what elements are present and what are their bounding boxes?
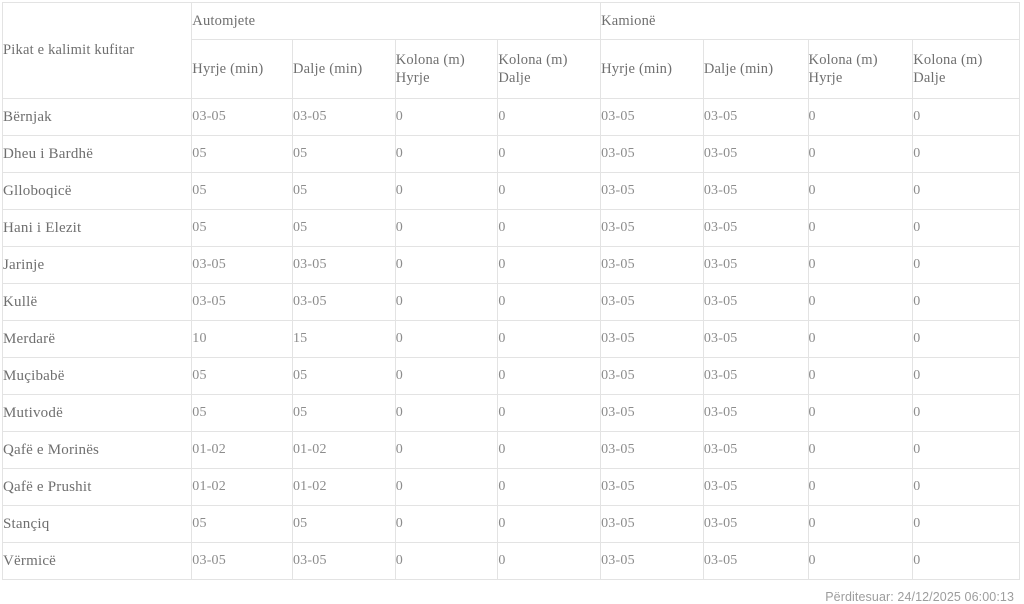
cell-auto-hyrje: 03-05 xyxy=(192,543,293,580)
cell-truck-hyrje: 03-05 xyxy=(601,210,704,247)
cell-auto-kolona-dalje: 0 xyxy=(498,432,601,469)
cell-truck-hyrje: 03-05 xyxy=(601,543,704,580)
cell-auto-kolona-hyrje: 0 xyxy=(395,136,498,173)
cell-auto-hyrje: 05 xyxy=(192,506,293,543)
cell-auto-kolona-hyrje: 0 xyxy=(395,99,498,136)
table-row xyxy=(3,543,1020,580)
cell-truck-kolona-hyrje: 0 xyxy=(808,136,913,173)
cell-auto-dalje: 01-02 xyxy=(292,469,395,506)
cell-auto-kolona-dalje: 0 xyxy=(498,321,601,358)
cell-auto-dalje: 01-02 xyxy=(292,432,395,469)
cell-truck-kolona-hyrje: 0 xyxy=(808,432,913,469)
table-row xyxy=(3,210,1020,247)
crossing-name: Jarinje xyxy=(3,247,192,284)
cell-truck-kolona-dalje: 0 xyxy=(913,506,1020,543)
subheader-auto-dalje-min xyxy=(292,40,395,99)
subheader-line2: Hyrje xyxy=(395,70,430,86)
cell-auto-kolona-dalje: 0 xyxy=(498,506,601,543)
cell-auto-kolona-hyrje: 0 xyxy=(395,395,498,432)
table-row xyxy=(3,395,1020,432)
cell-auto-hyrje: 05 xyxy=(192,210,293,247)
cell-auto-dalje: 05 xyxy=(292,395,395,432)
cell-auto-dalje: 03-05 xyxy=(292,543,395,580)
cell-auto-hyrje: 01-02 xyxy=(192,432,293,469)
table-row xyxy=(3,358,1020,395)
row-header-label: Pikat e kalimit kufitar xyxy=(3,3,192,99)
subheader-line1: Hyrje (min) xyxy=(192,61,264,77)
cell-truck-kolona-dalje: 0 xyxy=(913,99,1020,136)
subheader-line1: Hyrje (min) xyxy=(601,61,673,77)
cell-auto-kolona-dalje: 0 xyxy=(498,469,601,506)
cell-truck-kolona-hyrje: 0 xyxy=(808,99,913,136)
cell-truck-dalje: 03-05 xyxy=(703,247,808,284)
subheader-truck-hyrje-min xyxy=(601,40,704,99)
cell-truck-dalje: 03-05 xyxy=(703,358,808,395)
table-row xyxy=(3,321,1020,358)
cell-auto-kolona-hyrje: 0 xyxy=(395,173,498,210)
cell-truck-dalje: 03-05 xyxy=(703,99,808,136)
cell-auto-hyrje: 01-02 xyxy=(192,469,293,506)
cell-truck-hyrje: 03-05 xyxy=(601,358,704,395)
table-row xyxy=(3,99,1020,136)
cell-truck-hyrje: 03-05 xyxy=(601,136,704,173)
subheader-truck-kolona-dalje xyxy=(913,40,1020,99)
cell-auto-hyrje: 05 xyxy=(192,136,293,173)
cell-truck-hyrje: 03-05 xyxy=(601,284,704,321)
cell-truck-hyrje: 03-05 xyxy=(601,173,704,210)
crossing-name: Glloboqicë xyxy=(3,173,192,210)
cell-auto-kolona-hyrje: 0 xyxy=(395,506,498,543)
cell-truck-kolona-dalje: 0 xyxy=(913,284,1020,321)
cell-auto-kolona-dalje: 0 xyxy=(498,136,601,173)
table-row xyxy=(3,136,1020,173)
group-header-automjete: Automjete xyxy=(192,3,601,40)
cell-truck-kolona-hyrje: 0 xyxy=(808,469,913,506)
cell-truck-dalje: 03-05 xyxy=(703,284,808,321)
cell-truck-hyrje: 03-05 xyxy=(601,506,704,543)
group-header-kamione: Kamionë xyxy=(601,3,1020,40)
cell-truck-dalje: 03-05 xyxy=(703,543,808,580)
cell-auto-kolona-hyrje: 0 xyxy=(395,210,498,247)
cell-truck-hyrje: 03-05 xyxy=(601,469,704,506)
cell-truck-kolona-dalje: 0 xyxy=(913,173,1020,210)
cell-truck-dalje: 03-05 xyxy=(703,136,808,173)
cell-auto-kolona-dalje: 0 xyxy=(498,247,601,284)
subheader-auto-kolona-dalje xyxy=(498,40,601,99)
cell-truck-hyrje: 03-05 xyxy=(601,395,704,432)
cell-auto-kolona-hyrje: 0 xyxy=(395,284,498,321)
cell-truck-kolona-dalje: 0 xyxy=(913,247,1020,284)
cell-auto-kolona-hyrje: 0 xyxy=(395,321,498,358)
subheader-line2: Dalje xyxy=(498,70,531,86)
cell-auto-kolona-dalje: 0 xyxy=(498,395,601,432)
subheader-line1: Kolona (m) xyxy=(498,52,568,68)
cell-truck-kolona-dalje: 0 xyxy=(913,469,1020,506)
crossing-name: Mutivodë xyxy=(3,395,192,432)
table-row xyxy=(3,284,1020,321)
cell-auto-hyrje: 05 xyxy=(192,358,293,395)
crossing-name: Vërmicë xyxy=(3,543,192,580)
cell-truck-dalje: 03-05 xyxy=(703,506,808,543)
cell-truck-kolona-hyrje: 0 xyxy=(808,395,913,432)
cell-truck-dalje: 03-05 xyxy=(703,432,808,469)
cell-truck-dalje: 03-05 xyxy=(703,321,808,358)
table-row xyxy=(3,469,1020,506)
cell-truck-hyrje: 03-05 xyxy=(601,432,704,469)
crossing-name: Muçibabë xyxy=(3,358,192,395)
cell-auto-hyrje: 05 xyxy=(192,395,293,432)
cell-auto-kolona-dalje: 0 xyxy=(498,284,601,321)
cell-truck-kolona-hyrje: 0 xyxy=(808,173,913,210)
cell-auto-hyrje: 10 xyxy=(192,321,293,358)
cell-truck-hyrje: 03-05 xyxy=(601,247,704,284)
subheader-line2: Hyrje xyxy=(808,70,843,86)
table-header xyxy=(3,3,1020,99)
crossing-name: Qafë e Morinës xyxy=(3,432,192,469)
subheader-line2: Dalje xyxy=(913,70,946,86)
cell-auto-hyrje: 03-05 xyxy=(192,247,293,284)
crossing-name: Stançiq xyxy=(3,506,192,543)
cell-auto-hyrje: 03-05 xyxy=(192,284,293,321)
subheader-truck-dalje-min xyxy=(703,40,808,99)
cell-auto-kolona-dalje: 0 xyxy=(498,210,601,247)
cell-truck-kolona-dalje: 0 xyxy=(913,358,1020,395)
cell-auto-kolona-hyrje: 0 xyxy=(395,247,498,284)
cell-auto-kolona-dalje: 0 xyxy=(498,543,601,580)
cell-auto-kolona-hyrje: 0 xyxy=(395,469,498,506)
cell-truck-kolona-dalje: 0 xyxy=(913,432,1020,469)
cell-auto-kolona-hyrje: 0 xyxy=(395,358,498,395)
subheader-line1: Kolona (m) xyxy=(808,52,878,68)
crossing-name: Bërnjak xyxy=(3,99,192,136)
cell-auto-hyrje: 03-05 xyxy=(192,99,293,136)
crossing-name: Kullë xyxy=(3,284,192,321)
cell-truck-dalje: 03-05 xyxy=(703,173,808,210)
table-row xyxy=(3,247,1020,284)
crossing-name: Qafë e Prushit xyxy=(3,469,192,506)
cell-auto-kolona-hyrje: 0 xyxy=(395,432,498,469)
cell-truck-kolona-dalje: 0 xyxy=(913,210,1020,247)
subheader-line1: Kolona (m) xyxy=(395,52,465,68)
subheader-line1: Dalje (min) xyxy=(292,61,363,77)
table-group-header-row xyxy=(3,3,1020,40)
border-crossing-page xyxy=(0,2,1024,604)
cell-truck-hyrje: 03-05 xyxy=(601,321,704,358)
crossing-name: Merdarë xyxy=(3,321,192,358)
last-updated-text: Përditesuar: 24/12/2025 06:00:13 xyxy=(825,590,1014,604)
subheader-line1: Dalje (min) xyxy=(703,61,774,77)
cell-auto-dalje: 05 xyxy=(292,210,395,247)
cell-truck-kolona-hyrje: 0 xyxy=(808,210,913,247)
subheader-auto-hyrje-min xyxy=(192,40,293,99)
cell-auto-dalje: 05 xyxy=(292,136,395,173)
cell-auto-kolona-hyrje: 0 xyxy=(395,543,498,580)
cell-auto-dalje: 03-05 xyxy=(292,99,395,136)
cell-auto-kolona-dalje: 0 xyxy=(498,358,601,395)
cell-truck-kolona-hyrje: 0 xyxy=(808,506,913,543)
cell-auto-dalje: 03-05 xyxy=(292,247,395,284)
cell-truck-kolona-dalje: 0 xyxy=(913,321,1020,358)
cell-auto-kolona-dalje: 0 xyxy=(498,173,601,210)
cell-truck-kolona-dalje: 0 xyxy=(913,395,1020,432)
cell-truck-kolona-hyrje: 0 xyxy=(808,247,913,284)
cell-truck-kolona-hyrje: 0 xyxy=(808,543,913,580)
cell-auto-dalje: 05 xyxy=(292,506,395,543)
subheader-line1: Kolona (m) xyxy=(913,52,983,68)
cell-auto-dalje: 05 xyxy=(292,358,395,395)
cell-truck-kolona-hyrje: 0 xyxy=(808,321,913,358)
crossing-name: Dheu i Bardhë xyxy=(3,136,192,173)
cell-truck-kolona-dalje: 0 xyxy=(913,136,1020,173)
crossing-name: Hani i Elezit xyxy=(3,210,192,247)
cell-truck-dalje: 03-05 xyxy=(703,395,808,432)
table-row xyxy=(3,173,1020,210)
cell-truck-dalje: 03-05 xyxy=(703,210,808,247)
cell-truck-dalje: 03-05 xyxy=(703,469,808,506)
table-body xyxy=(3,99,1020,580)
cell-truck-hyrje: 03-05 xyxy=(601,99,704,136)
table-row xyxy=(3,432,1020,469)
subheader-auto-kolona-hyrje xyxy=(395,40,498,99)
cell-truck-kolona-hyrje: 0 xyxy=(808,284,913,321)
cell-auto-kolona-dalje: 0 xyxy=(498,99,601,136)
cell-auto-hyrje: 05 xyxy=(192,173,293,210)
subheader-truck-kolona-hyrje xyxy=(808,40,913,99)
cell-auto-dalje: 15 xyxy=(292,321,395,358)
cell-truck-kolona-dalje: 0 xyxy=(913,543,1020,580)
border-crossing-table xyxy=(2,2,1020,580)
cell-truck-kolona-hyrje: 0 xyxy=(808,358,913,395)
table-row xyxy=(3,506,1020,543)
cell-auto-dalje: 05 xyxy=(292,173,395,210)
cell-auto-dalje: 03-05 xyxy=(292,284,395,321)
